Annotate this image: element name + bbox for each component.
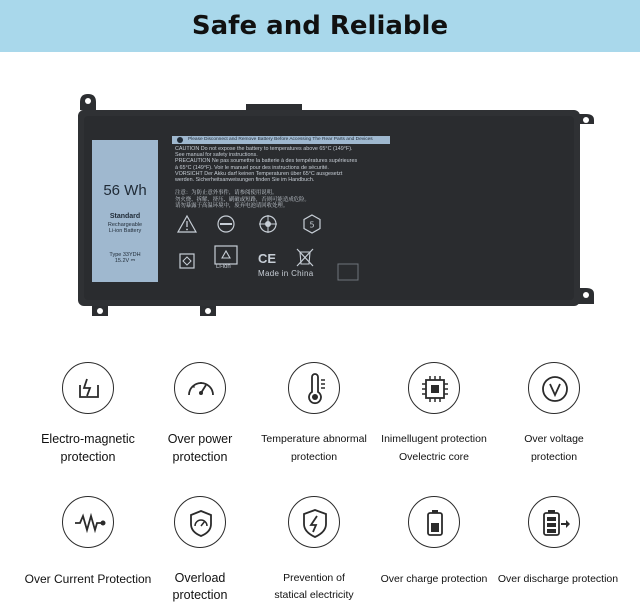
feature-label-line: Over discharge protection [497, 573, 619, 585]
feature-label-line: protection [172, 588, 228, 602]
electromagnetic-icon [62, 362, 114, 414]
liion-battery-line: Li-ion Battery [108, 228, 142, 234]
feature-label-line: Ovelectric core [398, 451, 470, 463]
crossed-bin-icon [294, 246, 316, 268]
feature-label-line: Over Current Protection [24, 572, 152, 586]
cn-line: 请勿暴露于高温环境中，废弃电池请回收处理。 [175, 203, 289, 209]
crosshair-icon [258, 214, 278, 234]
feature-label-line: Over voltage [524, 433, 584, 445]
caution-text [175, 146, 395, 183]
feature-label-over-discharge [488, 570, 628, 588]
no-entry-icon [216, 214, 236, 234]
liion-mark: Li-ion [216, 264, 231, 270]
caution-line: VORSICHT Der Akku darf keinen Temperaturen über 65°C ausgesetzt [175, 170, 343, 177]
feature-label-line: Over power [167, 432, 233, 446]
chinese-warning-text [175, 190, 375, 210]
static-shield-icon [288, 496, 340, 548]
feature-label-over-voltage [484, 430, 624, 466]
battery-discharge-icon [528, 496, 580, 548]
battery-label-panel [92, 140, 158, 282]
cn-line: 注意：为防止意外事件，请参阅使用说明。 [175, 190, 278, 196]
header-banner [0, 0, 640, 52]
caution-line: PRECAUTION Ne pas soumettre la batterie à des températures supérieures [175, 158, 358, 165]
warning-dot-icon [177, 137, 183, 143]
standard-text: Standard [109, 213, 141, 220]
feature-label-line: protection [530, 451, 578, 463]
overload-gauge-icon [174, 496, 226, 548]
battery-charge-icon [408, 496, 460, 548]
feature-label-line: Prevention of [283, 572, 345, 584]
warning-bar [172, 136, 390, 144]
feature-label-line: Inimellugent protection [381, 433, 487, 445]
recycle-icon [214, 245, 238, 265]
gauge-icon [174, 362, 226, 414]
caution-line: à 65°C (149°F). Voir le manuel pour des instructions de sécurité. [175, 164, 329, 171]
feature-label-line: protection [172, 450, 228, 464]
feature-label-line: statical electricity [274, 589, 354, 601]
feature-label-line: protection [60, 450, 116, 464]
capacity-text: 56 Wh [103, 182, 147, 199]
cn-line: 勿火烧、拆解、挤压、刷破或短路，否则可能造成危险。 [175, 196, 310, 203]
ce-mark: CE [258, 251, 277, 266]
thermometer-icon [288, 362, 340, 414]
caution-line: CAUTION Do not expose the battery to temperatures above 65°C (149°F). [175, 146, 353, 152]
feature-label-line: Overload [174, 571, 226, 585]
hexagon-mark-icon [302, 214, 322, 234]
feature-label-line: Electro-magnetic [41, 432, 135, 446]
feature-label-line: Temperature abnormal [261, 433, 367, 445]
chip-icon [408, 362, 460, 414]
feature-label-temperature [244, 430, 384, 466]
feature-label-intelligent [364, 430, 504, 466]
current-wave-icon [62, 496, 114, 548]
caution-line: werden. Sicherheitsanweisungen finden Sie im Handbuch. [175, 177, 315, 184]
voltage-line: 15.2V ⎓ [114, 258, 136, 264]
made-in-text: Made in China [258, 269, 314, 278]
feature-label-line: protection [290, 451, 338, 463]
feature-label-line: Over charge protection [380, 573, 488, 585]
voltage-icon [528, 362, 580, 414]
disposal-square-icon [178, 252, 196, 270]
rechargeable-text [92, 222, 158, 234]
svg-text:5: 5 [309, 220, 315, 230]
rechargeable-line: Rechargeable [107, 222, 143, 228]
type-line: Type 33YDH [109, 252, 141, 258]
feature-label-over-charge [364, 570, 504, 588]
type-text [92, 252, 158, 264]
feature-label-static [244, 570, 384, 604]
warning-triangle-icon [176, 214, 198, 234]
caution-line: See manual for safety instructions. [175, 152, 258, 159]
page-title: Safe and Reliable [191, 11, 449, 41]
warning-bar-text: Please Disconnect and Remove Battery Before Accessing The Rear Parts and Devices [188, 137, 373, 142]
